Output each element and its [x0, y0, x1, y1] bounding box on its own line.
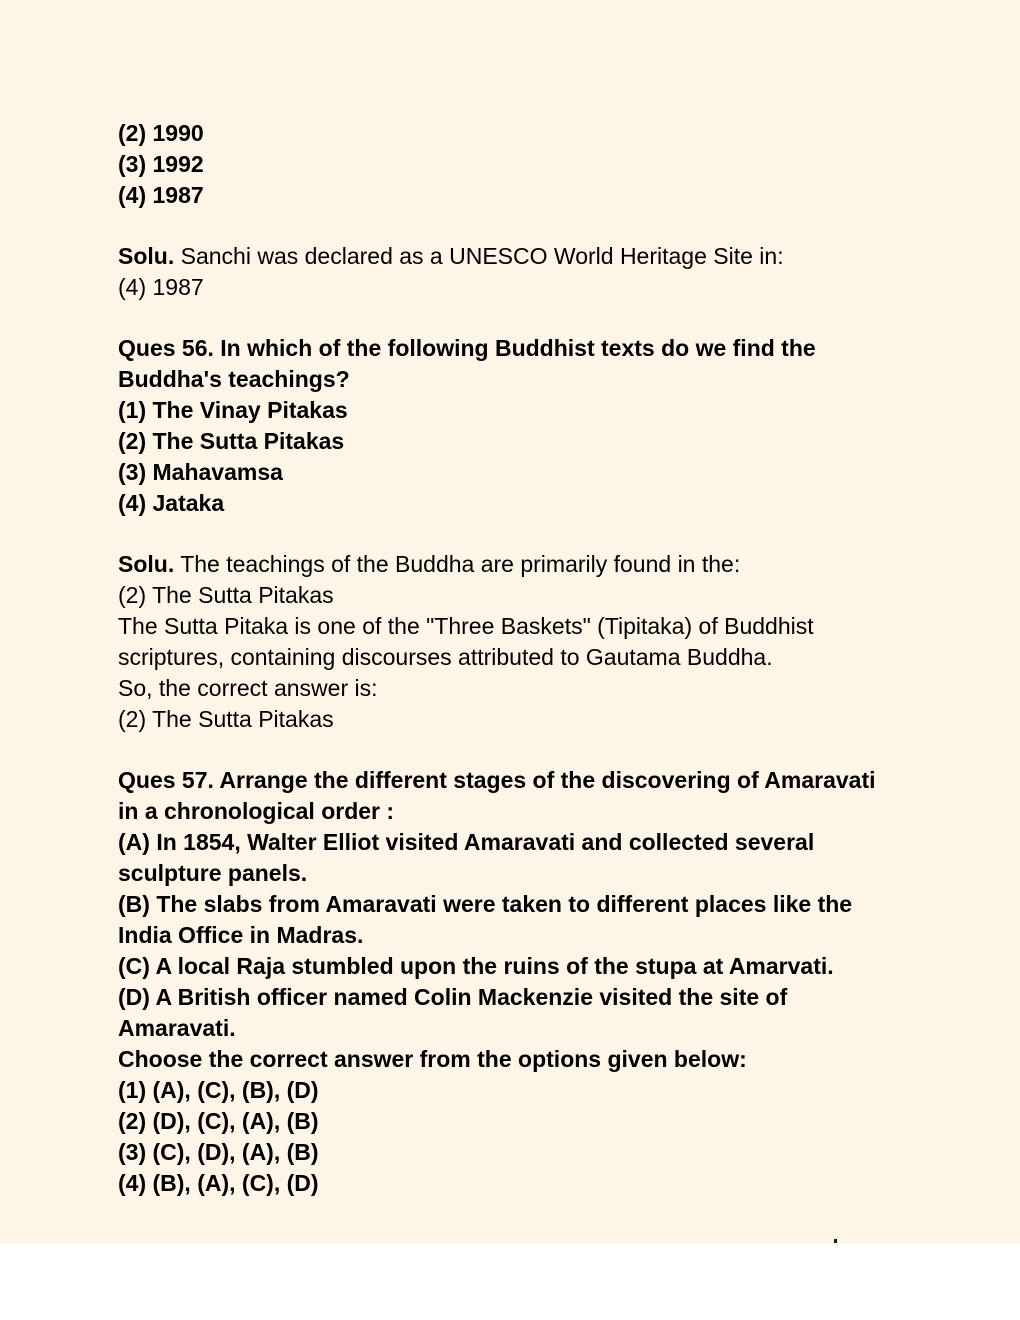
q56-option-3: (3) Mahavamsa [118, 459, 283, 485]
q57-question-text: Ques 57. Arrange the different stages of the discovering of Amaravati in a chronological order : [118, 767, 876, 824]
q55-solution-label: Solu. [118, 243, 175, 269]
q57-option-1: (1) (A), (C), (B), (D) [118, 1077, 319, 1103]
q56-question-block [118, 333, 898, 519]
q57-statement-b: (B) The slabs from Amaravati were taken to different places like the India Office in Madras. [118, 891, 853, 948]
q56-solution-conclusion: So, the correct answer is: [118, 675, 378, 701]
content-area [118, 118, 898, 1199]
q56-option-4: (4) Jataka [118, 490, 225, 516]
q57-option-4: (4) (B), (A), (C), (D) [118, 1170, 319, 1196]
q55-option-3: (3) 1992 [118, 151, 204, 177]
q57-statement-c: (C) A local Raja stumbled upon the ruins of the stupa at Amarvati. [118, 953, 834, 979]
q55-solution-intro-line [118, 241, 898, 272]
q57-question-block [118, 765, 898, 1199]
q55-solution-text: Sanchi was declared as a UNESCO World Heritage Site in: [180, 243, 784, 269]
q55-option-2: (2) 1990 [118, 120, 204, 146]
q57-choose-prompt: Choose the correct answer from the options given below: [118, 1046, 747, 1072]
q56-solution-intro-line [118, 549, 898, 580]
q56-option-1: (1) The Vinay Pitakas [118, 397, 348, 423]
stray-mark [834, 1239, 837, 1243]
q56-solution-label: Solu. [118, 551, 175, 577]
q56-solution-block [118, 549, 898, 735]
q55-solution-block [118, 241, 898, 303]
page-bottom-margin [0, 1244, 1020, 1320]
q57-statement-a: (A) In 1854, Walter Elliot visited Amaravati and collected several sculpture panels. [118, 829, 815, 886]
q56-solution-final-answer: (2) The Sutta Pitakas [118, 706, 334, 732]
q56-question-text: Ques 56. In which of the following Buddhist texts do we find the Buddha's teachings? [118, 335, 816, 392]
q56-option-2: (2) The Sutta Pitakas [118, 428, 345, 454]
q57-statement-d: (D) A British officer named Colin Mackenzie visited the site of Amaravati. [118, 984, 788, 1041]
q57-option-3: (3) (C), (D), (A), (B) [118, 1139, 319, 1165]
q56-solution-answer-line: (2) The Sutta Pitakas [118, 582, 334, 608]
q56-solution-text: The teachings of the Buddha are primarily found in the: [180, 551, 741, 577]
q55-options-block [118, 118, 898, 211]
q56-solution-explanation: The Sutta Pitaka is one of the "Three Baskets" (Tipitaka) of Buddhist scriptures, containing discourses attributed to Gautama Buddha. [118, 613, 814, 670]
q55-option-4: (4) 1987 [118, 182, 204, 208]
q55-solution-answer: (4) 1987 [118, 274, 204, 300]
q57-option-2: (2) (D), (C), (A), (B) [118, 1108, 319, 1134]
